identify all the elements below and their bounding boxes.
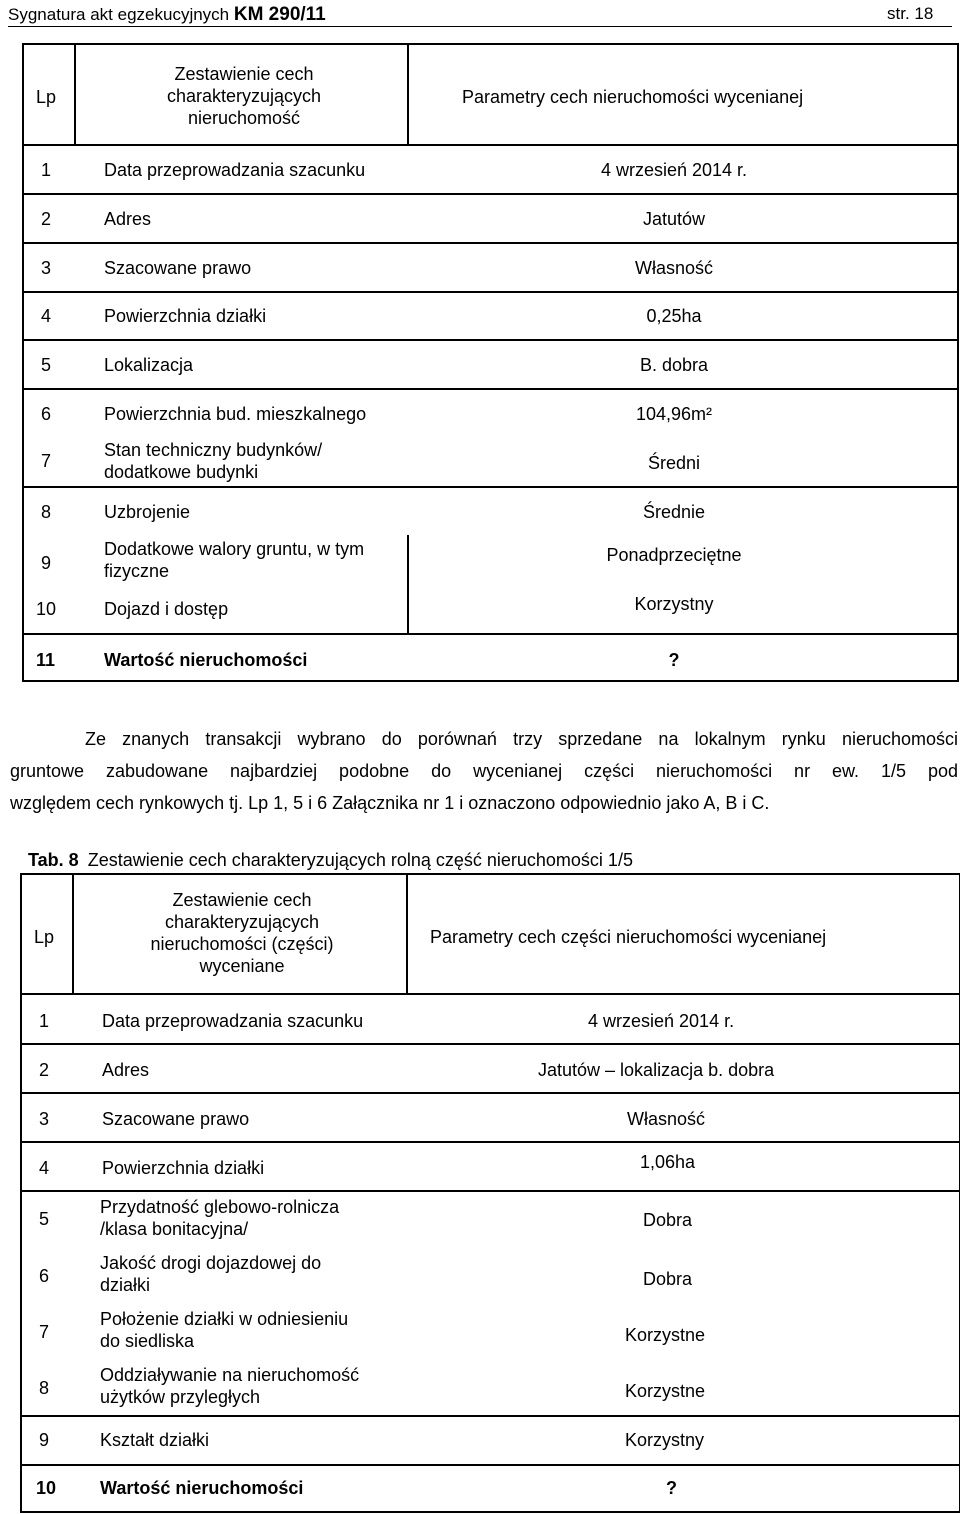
table1-row-value: Ponadprzeciętne [606, 545, 742, 565]
table1-rule [24, 339, 957, 341]
page-number: str. 18 [887, 4, 934, 23]
table1-rule [24, 291, 957, 293]
table1-row-lp: 5 [41, 355, 52, 375]
table1-row-lp: 11 [36, 650, 56, 670]
table-property-features [22, 43, 959, 682]
table2-rule [22, 1141, 959, 1143]
table2-row-value: Jatutów – lokalizacja b. dobra [538, 1060, 775, 1080]
table2-rule [22, 1043, 959, 1045]
table1-row-lp: 8 [41, 502, 52, 522]
paragraph-line: względem cech rynkowych tj. Lp 1, 5 i 6 Załącznika nr 1 i oznaczono odpowiednio jako A, B i C. [10, 793, 770, 813]
table1-row-feature: Lokalizacja [104, 355, 194, 375]
table2-row-value: ? [666, 1478, 677, 1498]
table2-row-feature [100, 1308, 348, 1352]
table2-row-lp: 8 [39, 1378, 50, 1398]
table1-row-feature: Wartość nieruchomości [104, 650, 308, 670]
table1-row-feature: Data przeprowadzania szacunku [104, 160, 366, 180]
table1-row-lp: 7 [41, 451, 52, 471]
table1-row-lp: 9 [41, 553, 52, 573]
table1-row-value: Średnie [642, 502, 706, 522]
case-signature [8, 4, 326, 26]
table1-header-features [134, 63, 354, 129]
table1-rule [24, 242, 957, 244]
table1-row-lp: 3 [41, 258, 52, 278]
feature-line: działki [100, 1275, 151, 1295]
table2-header-divider-2 [406, 875, 408, 995]
table2-row-feature [100, 1252, 321, 1296]
table1-row-value: Średni [647, 453, 701, 473]
table2-row-feature: Kształt działki [100, 1430, 210, 1450]
table2-header-lp: Lp [34, 927, 55, 947]
table2-row-feature: Powierzchnia działki [102, 1158, 265, 1178]
table1-header-divider-1 [74, 45, 76, 146]
feature-line: /klasa bonitacyjna/ [100, 1219, 249, 1239]
feature-line: fizyczne [104, 561, 170, 581]
table1-row-feature [104, 439, 322, 483]
table1-row-value: 0,25ha [646, 306, 702, 326]
table1-header-divider-2 [407, 45, 409, 146]
table1-header-parameters: Parametry cech nieruchomości wycenianej [462, 87, 804, 107]
paragraph-line: gruntowe zabudowane najbardziej podobne do wycenianej części nieruchomości nr ew. 1/5 pod [10, 761, 958, 781]
table2-row-value: 4 wrzesień 2014 r. [588, 1011, 735, 1031]
table2-caption-label: Tab. 8 [28, 850, 79, 870]
table2-row-feature [100, 1364, 359, 1408]
feature-line: użytków przyległych [100, 1387, 261, 1407]
table2-row-lp: 9 [39, 1430, 50, 1450]
table2-header-line: Zestawienie cech [172, 890, 312, 910]
table1-header-line: charakteryzujących [166, 86, 322, 106]
page-header [0, 0, 960, 28]
table2-rule [22, 1092, 959, 1094]
table2-rule [22, 1464, 959, 1466]
feature-line: Stan techniczny budynków/ [104, 440, 323, 460]
header-rule [8, 26, 952, 27]
table2-row-lp: 6 [39, 1266, 50, 1286]
table2-row-value: Korzystne [625, 1381, 706, 1401]
table2-header-parameters: Parametry cech części nieruchomości wycenianej [430, 927, 827, 947]
table1-row-value: 104,96m² [635, 404, 713, 424]
table2-row-lp: 5 [39, 1209, 50, 1229]
feature-line: Jakość drogi dojazdowej do [100, 1253, 322, 1273]
table1-row-lp: 1 [41, 160, 52, 180]
table1-row-lp: 6 [41, 404, 52, 424]
table1-rule [24, 633, 957, 635]
paragraph-line: Ze znanych transakcji wybrano do porównań trzy sprzedane na lokalnym rynku nieruchomości [85, 729, 958, 749]
table2-rule [22, 1190, 959, 1192]
table2-row-lp: 3 [39, 1109, 50, 1129]
table1-row-lp: 4 [41, 306, 52, 326]
table2-header-line: nieruchomości (części) [150, 934, 334, 954]
feature-line: Przydatność glebowo-rolnicza [100, 1197, 340, 1217]
case-signature-label: Sygnatura akt egzekucyjnych [8, 5, 230, 24]
table2-row-value: Korzystny [625, 1430, 705, 1450]
table2-row-value: Dobra [643, 1210, 693, 1230]
feature-line: do siedliska [100, 1331, 195, 1351]
table1-row-lp: 2 [41, 209, 52, 229]
table2-row-lp: 7 [39, 1322, 50, 1342]
table2-caption-text: Zestawienie cech charakteryzujących rolną część nieruchomości 1/5 [87, 850, 633, 870]
table2-row-lp: 4 [39, 1158, 50, 1178]
table2-row-feature: Szacowane prawo [102, 1109, 250, 1129]
table2-row-value: Dobra [643, 1269, 693, 1289]
table1-row-feature: Powierzchnia działki [104, 306, 267, 326]
table2-row-feature: Adres [102, 1060, 150, 1080]
table1-row-value: 4 wrzesień 2014 r. [600, 160, 748, 180]
table2-row-feature: Wartość nieruchomości [100, 1478, 304, 1498]
table1-value-divider [407, 535, 409, 634]
table2-row-feature [100, 1196, 339, 1240]
table1-row-feature: Adres [104, 209, 152, 229]
table1-row-feature: Dojazd i dostęp [104, 599, 229, 619]
table1-header-lp: Lp [36, 87, 57, 107]
table2-header-line: charakteryzujących [164, 912, 320, 932]
table2-rule [22, 993, 959, 995]
table2-rule [22, 1415, 959, 1417]
table1-header-line: nieruchomość [187, 108, 301, 128]
table2-header-divider-1 [72, 875, 74, 995]
feature-line: Dodatkowe walory gruntu, w tym [104, 539, 365, 559]
table2-header-features [117, 889, 367, 977]
table1-row-feature: Szacowane prawo [104, 258, 252, 278]
table2-caption [28, 849, 633, 871]
table2-header-line: wyceniane [199, 956, 285, 976]
table1-rule [24, 144, 957, 146]
table2-row-lp: 1 [39, 1011, 50, 1031]
body-paragraph [10, 723, 958, 819]
table1-row-value: Korzystny [634, 594, 714, 614]
table1-rule [24, 486, 957, 488]
table2-row-value: 1,06ha [640, 1152, 696, 1172]
table-agricultural-features [20, 873, 960, 1513]
feature-line: Położenie działki w odniesieniu [100, 1309, 349, 1329]
table1-row-value: Jatutów [642, 209, 706, 229]
table1-row-feature [104, 538, 364, 582]
feature-line: Oddziaływanie na nieruchomość [100, 1365, 360, 1385]
table1-rule [24, 193, 957, 195]
table1-row-value: ? [668, 650, 680, 670]
table1-rule [24, 388, 957, 390]
table2-row-lp: 2 [39, 1060, 50, 1080]
table1-header-line: Zestawienie cech [174, 64, 314, 84]
table1-row-feature: Uzbrojenie [104, 502, 191, 522]
table2-row-feature: Data przeprowadzania szacunku [102, 1011, 364, 1031]
table2-row-value: Własność [627, 1109, 706, 1129]
table1-row-value: B. dobra [639, 355, 709, 375]
table1-row-lp: 10 [36, 599, 57, 619]
table2-row-value: Korzystne [625, 1325, 706, 1345]
feature-line: dodatkowe budynki [104, 462, 259, 482]
case-number: KM 290/11 [233, 4, 326, 25]
table1-row-feature: Powierzchnia bud. mieszkalnego [104, 404, 367, 424]
table1-row-value: Własność [634, 258, 714, 278]
table2-row-lp: 10 [36, 1478, 57, 1498]
